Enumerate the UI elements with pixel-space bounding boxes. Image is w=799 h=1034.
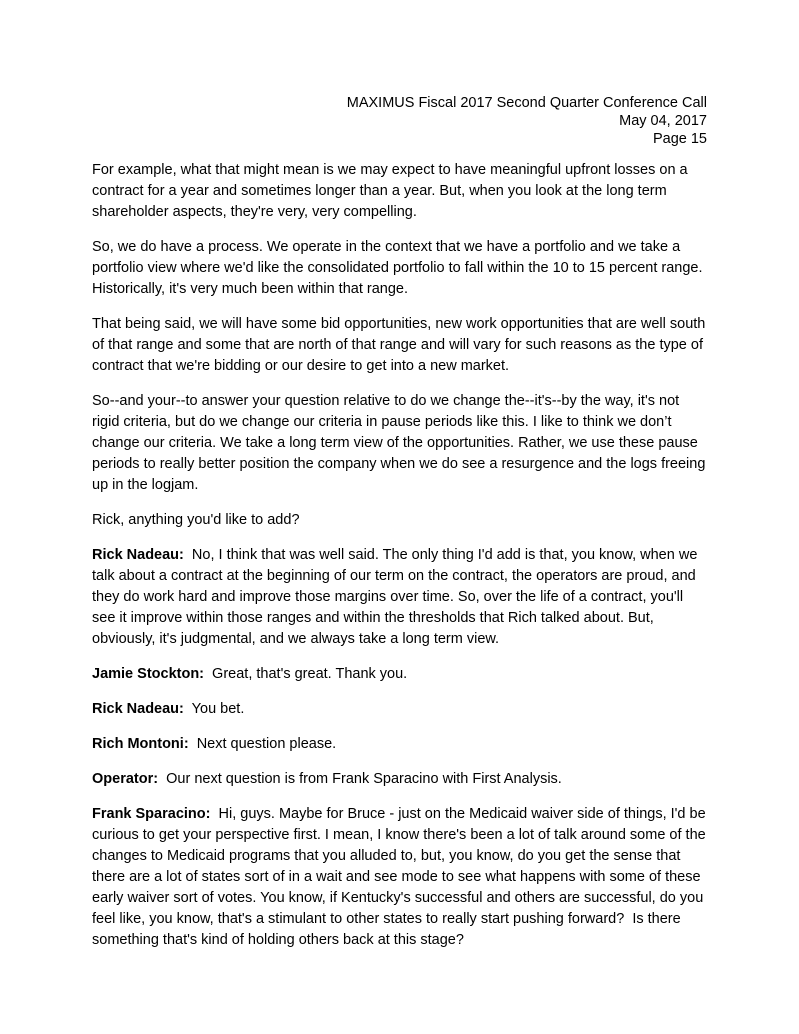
paragraph-text: So, we do have a process. We operate in the context that we have a portfolio and we take a portfolio view where we'd like the consolidated portfolio to fall within the 10 to 15 percent range. Historically, it's very much been within that range.: [92, 239, 707, 297]
paragraph-text: You bet.: [183, 701, 245, 717]
speaker-name: Rick Nadeau:: [92, 547, 184, 563]
paragraph-text: Our next question is from Frank Sparacino with First Analysis.: [158, 771, 562, 787]
paragraph-text: For example, what that might mean is we may expect to have meaningful upfront losses on a contract for a year and sometimes longer than a year. But, when you look at the long term shareholder aspects, they're very, very compelling.: [92, 162, 692, 220]
paragraph: [92, 664, 707, 685]
paragraph-text: Hi, guys. Maybe for Bruce - just on the Medicaid waiver side of things, I'd be curious to get your perspective first. I mean, I know there's been a lot of talk around some of the changes to Medicaid programs that you alluded to, but, you know, do you get the sense that there are a lot of states sort of in a wait and see mode to see what happens with some of these early waiver sort of votes. You know, if Kentucky's successful and others are successful, do you feel like, you know, that's a stimulant to other states to really start pushing forward? Is there something that's kind of holding others back at this stage?: [92, 806, 710, 948]
speaker-name: Frank Sparacino:: [92, 806, 211, 822]
header-page-number: Page 15: [652, 131, 707, 147]
paragraph-text: That being said, we will have some bid opportunities, new work opportunities that are well south of that range and some that are north of that range and will vary for such reasons as the type of contract that we're bidding or our desire to get into a new market.: [92, 316, 710, 374]
paragraph: [92, 510, 707, 531]
paragraph: [92, 160, 707, 223]
paragraph: [92, 804, 710, 951]
speaker-name: Operator:: [92, 771, 159, 787]
speaker-name: Jamie Stockton:: [92, 666, 204, 682]
header-title: MAXIMUS Fiscal 2017 Second Quarter Conference Call: [346, 95, 707, 111]
paragraph: [92, 237, 707, 300]
speaker-name: Rick Nadeau:: [92, 701, 184, 717]
paragraph: [92, 314, 710, 377]
paragraph: [92, 699, 707, 720]
paragraph-text: Great, that's great. Thank you.: [204, 666, 408, 682]
header-date: May 04, 2017: [619, 113, 707, 129]
paragraph: [92, 391, 710, 496]
paragraph: [92, 545, 707, 650]
document-body: [92, 160, 710, 951]
paragraph-text: Rick, anything you'd like to add?: [92, 512, 300, 528]
paragraph-text: So--and your--to answer your question relative to do we change the--it's--by the way, it's not rigid criteria, but do we change our criteria in pause periods like this. I like to think we don’t change our criteria. We take a long term view of the opportunities. Rather, we use these pause periods to really better position the company when we do see a resurgence and the logs freeing up in the logjam.: [92, 393, 710, 493]
paragraph-text: Next question please.: [188, 736, 337, 752]
paragraph-text: No, I think that was well said. The only thing I'd add is that, you know, when we talk about a contract at the beginning of our term on the contract, the operators are proud, and they do work hard and improve those margins over time. So, over the life of a contract, you'll see it improve within those ranges and within the thresholds that Rich talked about. But, obviously, it's judgmental, and we always take a long term view.: [92, 547, 702, 647]
paragraph: [92, 734, 707, 755]
paragraph: [92, 769, 707, 790]
speaker-name: Rich Montoni:: [92, 736, 189, 752]
document-header: [92, 94, 707, 148]
